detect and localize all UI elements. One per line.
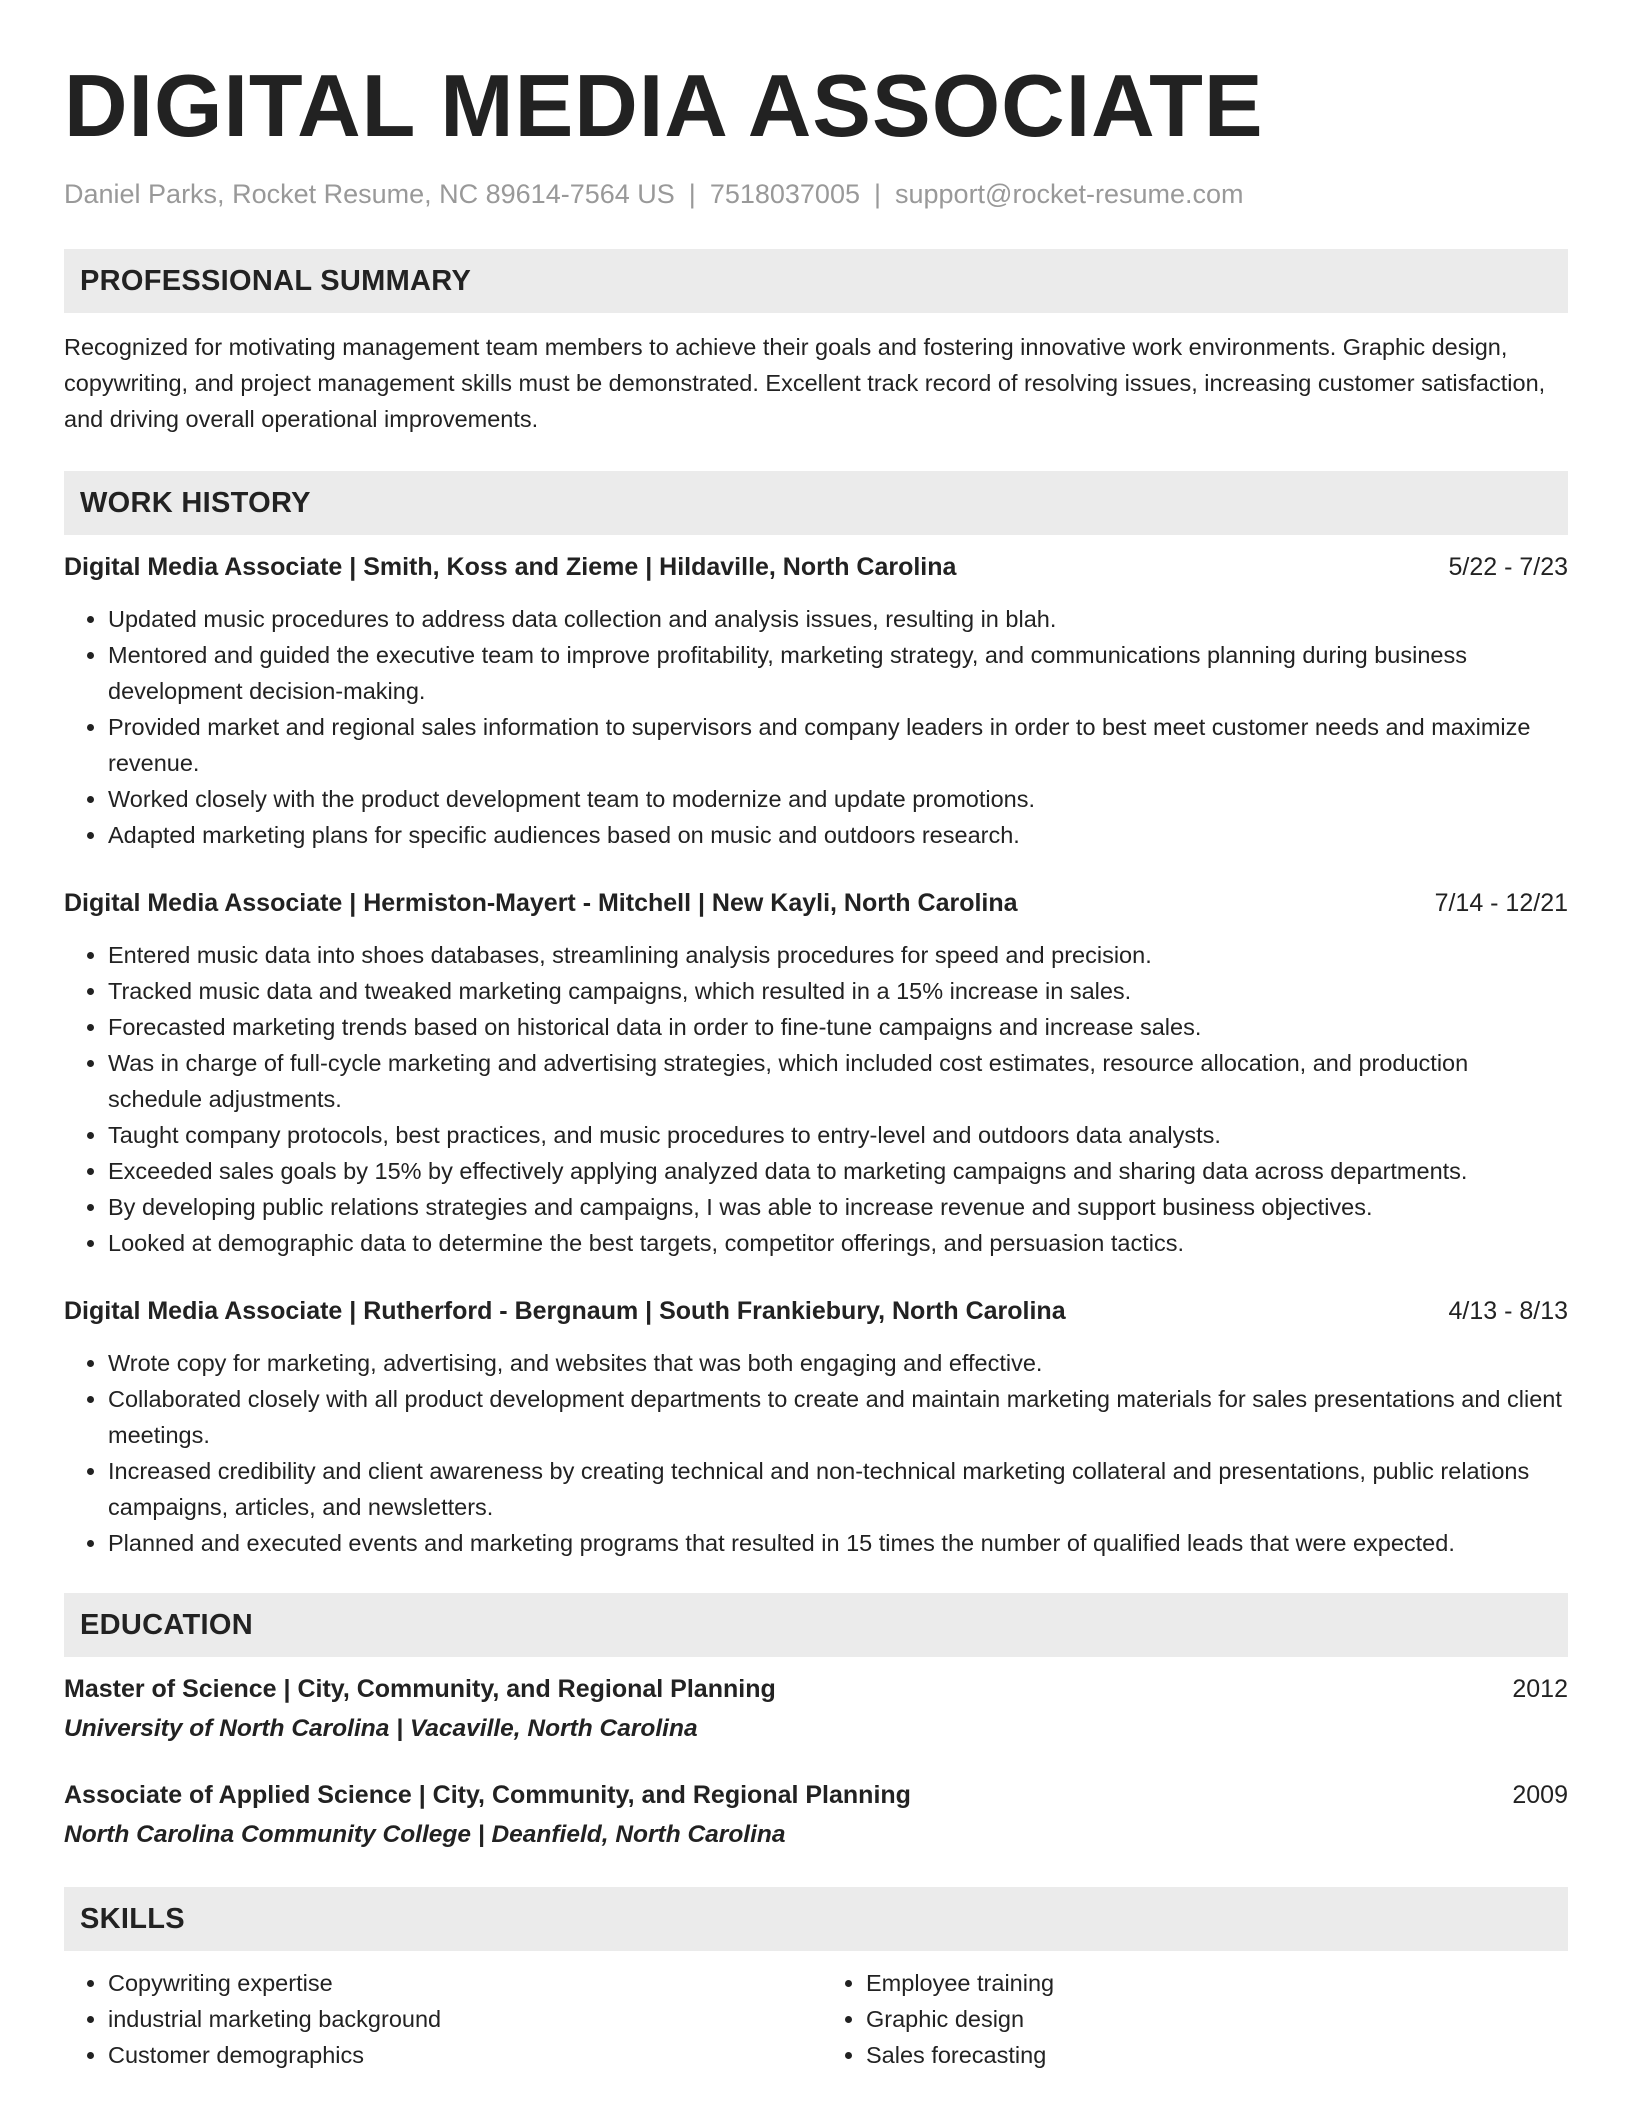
education-entry <box>64 1671 1568 1747</box>
job-bullet: • Wrote copy for marketing, advertising, and websites that was both engaging and effective. <box>108 1345 1568 1381</box>
contact-address: Daniel Parks, Rocket Resume, NC 89614-7564 US <box>64 179 675 209</box>
job-bullet: • Collaborated closely with all product development departments to create and maintain marketing materials for sales presentations and client meetings. <box>108 1381 1568 1453</box>
job-bullet: • Planned and executed events and marketing programs that resulted in 15 times the number of qualified leads that were expected. <box>108 1525 1568 1561</box>
section-heading-summary: PROFESSIONAL SUMMARY <box>64 249 1568 313</box>
job-title: Digital Media Associate | Smith, Koss and Zieme | Hildaville, North Carolina <box>64 553 957 581</box>
skills-column-2 <box>806 1965 1564 2073</box>
skill-item: • Customer demographics <box>108 2037 806 2073</box>
education-entry <box>64 1777 1568 1853</box>
section-heading-skills: SKILLS <box>64 1887 1568 1951</box>
job-header <box>64 1293 1568 1329</box>
job-bullet: • Tracked music data and tweaked marketing campaigns, which resulted in a 15% increase in sales. <box>108 973 1568 1009</box>
job-dates: 5/22 - 7/23 <box>1448 553 1568 581</box>
job-entry <box>64 885 1568 1261</box>
education-year: 2012 <box>1512 1675 1568 1703</box>
education-year: 2009 <box>1512 1781 1568 1809</box>
job-bullet: • Adapted marketing plans for specific audiences based on music and outdoors research. <box>108 817 1568 853</box>
job-bullet: • Exceeded sales goals by 15% by effectively applying analyzed data to marketing campaigns and sharing data across departments. <box>108 1153 1568 1189</box>
job-entry <box>64 549 1568 853</box>
skill-item: • Employee training <box>866 1965 1564 2001</box>
skills-list <box>64 1965 1568 2073</box>
contact-separator: | <box>873 179 881 209</box>
job-title: Digital Media Associate | Rutherford - Bergnaum | South Frankiebury, North Carolina <box>64 1297 1066 1325</box>
resume-name: DIGITAL MEDIA ASSOCIATE <box>64 56 1264 155</box>
contact-separator: | <box>688 179 696 209</box>
education-degree: Master of Science | City, Community, and Regional Planning <box>64 1675 776 1703</box>
job-bullet: • Forecasted marketing trends based on historical data in order to fine-tune campaigns and increase sales. <box>108 1009 1568 1045</box>
job-header <box>64 549 1568 585</box>
resume-page <box>64 56 1568 2073</box>
skill-item: • Graphic design <box>866 2001 1564 2037</box>
job-bullet: • Entered music data into shoes databases, streamlining analysis procedures for speed and precision. <box>108 937 1568 973</box>
job-bullet: • By developing public relations strategies and campaigns, I was able to increase revenue and support business objectives. <box>108 1189 1568 1225</box>
job-entry <box>64 1293 1568 1561</box>
contact-phone: 7518037005 <box>709 179 860 209</box>
job-dates: 4/13 - 8/13 <box>1448 1297 1568 1325</box>
job-bullet: • Increased credibility and client awareness by creating technical and non-technical marketing collateral and presentations, public relations campaigns, articles, and newsletters. <box>108 1453 1568 1525</box>
job-bullets <box>64 601 1568 853</box>
education-degree: Associate of Applied Science | City, Community, and Regional Planning <box>64 1781 911 1809</box>
job-bullet: • Provided market and regional sales information to supervisors and company leaders in order to best meet customer needs and maximize revenue. <box>108 709 1568 781</box>
job-bullet: • Looked at demographic data to determine the best targets, competitor offerings, and persuasion tactics. <box>108 1225 1568 1261</box>
education-school: University of North Carolina | Vacaville, North Carolina <box>64 1715 698 1742</box>
education-school: North Carolina Community College | Deanfield, North Carolina <box>64 1821 786 1848</box>
job-bullets <box>64 1345 1568 1561</box>
contact-line <box>64 176 1568 212</box>
skills-column-1 <box>64 1965 806 2073</box>
summary-text: Recognized for motivating management team members to achieve their goals and fostering innovative work environments. Graphic design, copywriting, and project management skills must be demonstrated. Excellent track record of resolving issues, increasing customer satisfaction, and driving overall operational improvements. <box>64 334 1546 432</box>
job-bullet: • Mentored and guided the executive team to improve profitability, marketing strategy, and communications planning during business development decision-making. <box>108 637 1568 709</box>
job-bullet: • Taught company protocols, best practices, and music procedures to entry-level and outdoors data analysts. <box>108 1117 1568 1153</box>
skill-item: • Copywriting expertise <box>108 1965 806 2001</box>
job-header <box>64 885 1568 921</box>
job-bullet: • Worked closely with the product development team to modernize and update promotions. <box>108 781 1568 817</box>
job-bullet: • Updated music procedures to address data collection and analysis issues, resulting in blah. <box>108 601 1568 637</box>
contact-email[interactable]: support@rocket-resume.com <box>895 179 1244 209</box>
job-dates: 7/14 - 12/21 <box>1434 889 1568 917</box>
skill-item: • Sales forecasting <box>866 2037 1564 2073</box>
job-title: Digital Media Associate | Hermiston-Mayert - Mitchell | New Kayli, North Carolina <box>64 889 1018 917</box>
section-heading-work: WORK HISTORY <box>64 471 1568 535</box>
job-bullet: • Was in charge of full-cycle marketing and advertising strategies, which included cost estimates, resource allocation, and production schedule adjustments. <box>108 1045 1568 1117</box>
education-header <box>64 1777 1568 1813</box>
education-header <box>64 1671 1568 1707</box>
section-heading-education: EDUCATION <box>64 1593 1568 1657</box>
skill-item: • industrial marketing background <box>108 2001 806 2037</box>
job-bullets <box>64 937 1568 1261</box>
